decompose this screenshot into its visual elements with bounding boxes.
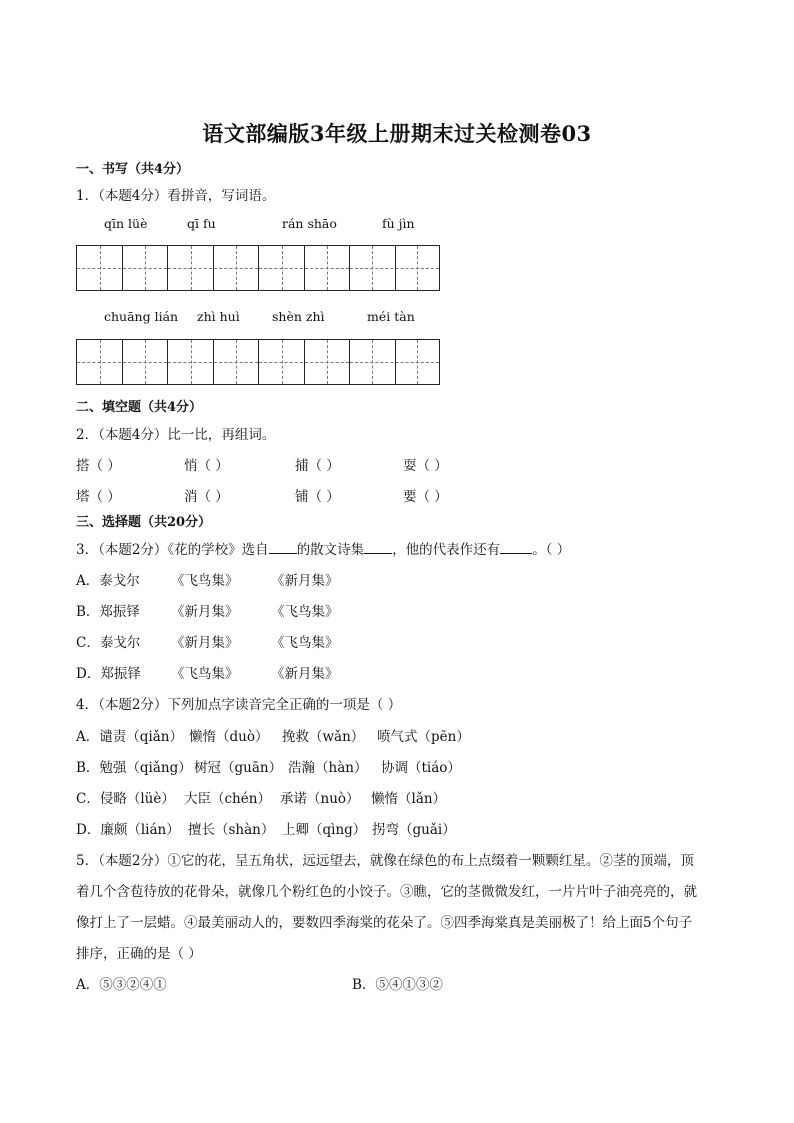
option-text: 懒惰（duò） bbox=[189, 729, 269, 745]
option-text: B．勉强（qiǎng） bbox=[76, 760, 192, 776]
question-3-stem-part: 。（ ） bbox=[532, 542, 571, 558]
pinyin-label: méi tàn bbox=[367, 309, 415, 324]
option-text: 上卿（qìng） bbox=[282, 822, 367, 838]
question-5-line: 像打上了一层蜡。④最美丽动人的，要数四季海棠的花朵了。⑤四季海棠真是美丽极了！给上面5个句子 bbox=[76, 915, 693, 931]
writing-grid-box[interactable] bbox=[167, 245, 258, 291]
question-3-stem bbox=[76, 538, 570, 558]
word-blank[interactable]: 铺（ ） bbox=[295, 489, 340, 505]
answer-blank[interactable] bbox=[269, 541, 297, 554]
option-text: 《新月集》 bbox=[271, 666, 339, 682]
option-text: A．谴责（qiǎn） bbox=[76, 729, 183, 745]
word-blank[interactable]: 塔（ ） bbox=[76, 489, 121, 505]
option-text: A．泰戈尔 bbox=[76, 573, 140, 589]
option-text: D．廉颇（lián） bbox=[76, 822, 180, 838]
pinyin-label: shèn zhì bbox=[272, 309, 325, 324]
question-4-stem: 4．（本题2分）下列加点字读音完全正确的一项是（ ） bbox=[76, 697, 402, 713]
option-text: 《新月集》 bbox=[171, 635, 239, 651]
word-blank[interactable]: 要（ ） bbox=[403, 489, 448, 505]
option-text: 浩瀚（hàn） bbox=[288, 760, 368, 776]
option-text: B．郑振铎 bbox=[76, 604, 140, 620]
pinyin-label: fù jìn bbox=[382, 216, 415, 231]
option-text: 《飞鸟集》 bbox=[271, 635, 339, 651]
writing-grid-row-2 bbox=[76, 339, 440, 385]
word-blank[interactable]: 耍（ ） bbox=[403, 458, 448, 474]
question-5-line: 着几个含苞待放的花骨朵，就像几个粉红色的小饺子。③瞧，它的茎微微发红，一片片叶子油亮亮的，就 bbox=[76, 884, 697, 900]
writing-grid-box[interactable] bbox=[349, 339, 440, 385]
question-5-option-b[interactable]: B．⑤④①③② bbox=[352, 977, 443, 993]
option-text: 《飞鸟集》 bbox=[271, 604, 339, 620]
option-text: C．泰戈尔 bbox=[76, 635, 141, 651]
section-heading-multiple-choice: 三、选择题（共20分） bbox=[76, 515, 212, 530]
option-text: 挽救（wǎn） bbox=[282, 729, 365, 745]
word-blank[interactable]: 消（ ） bbox=[184, 489, 229, 505]
pinyin-label: rán shāo bbox=[282, 216, 337, 231]
question-5-line: 排序，正确的是（ ） bbox=[76, 946, 202, 962]
writing-grid-box[interactable] bbox=[167, 339, 258, 385]
question-5-line: 5．（本题2分）①它的花，呈五角状，远远望去，就像在绿色的布上点缀着一颗颗红星。②茎的顶端，顶 bbox=[76, 853, 694, 869]
writing-grid-box[interactable] bbox=[258, 339, 349, 385]
pinyin-label: qīn lüè bbox=[104, 216, 148, 231]
option-text: C．侵略（lüè） bbox=[76, 791, 175, 807]
answer-blank[interactable] bbox=[500, 541, 532, 554]
option-text: 喷气式（pēn） bbox=[377, 729, 470, 745]
question-1-stem: 1．（本题4分）看拼音，写词语。 bbox=[76, 188, 276, 204]
option-text: 《飞鸟集》 bbox=[171, 666, 239, 682]
option-text: 《飞鸟集》 bbox=[171, 573, 239, 589]
option-text: 擅长（shàn） bbox=[188, 822, 275, 838]
option-text: 懒惰（lǎn） bbox=[371, 791, 447, 807]
option-text: 大臣（chén） bbox=[184, 791, 271, 807]
option-text: D．郑振铎 bbox=[76, 666, 141, 682]
question-3-stem-part: 3．（本题2分）《花的学校》选自 bbox=[76, 542, 269, 558]
question-3-stem-part: 的散文诗集 bbox=[296, 542, 365, 558]
question-3-stem-part: ，他的代表作还有 bbox=[392, 542, 501, 558]
writing-grid-box[interactable] bbox=[258, 245, 349, 291]
writing-grid-box[interactable] bbox=[76, 245, 167, 291]
question-2-stem: 2．（本题4分）比一比，再组词。 bbox=[76, 427, 276, 443]
writing-grid-box[interactable] bbox=[76, 339, 167, 385]
pinyin-label: qī fu bbox=[187, 216, 216, 231]
option-text: 《新月集》 bbox=[271, 573, 339, 589]
pinyin-row-1 bbox=[76, 216, 440, 234]
pinyin-label: zhì huì bbox=[197, 309, 240, 324]
page-title: 语文部编版3年级上册期末过关检测卷03 bbox=[202, 121, 592, 146]
question-5-option-a[interactable]: A．⑤③②④① bbox=[76, 977, 167, 993]
word-blank[interactable]: 捕（ ） bbox=[295, 458, 340, 474]
answer-blank[interactable] bbox=[364, 541, 392, 554]
pinyin-label: chuāng lián bbox=[104, 309, 179, 324]
option-text: 拐弯（guǎi） bbox=[372, 822, 456, 838]
option-text: 《新月集》 bbox=[171, 604, 239, 620]
option-text: 树冠（guān） bbox=[194, 760, 283, 776]
option-text: 承诺（nuò） bbox=[280, 791, 360, 807]
word-blank[interactable]: 搭（ ） bbox=[76, 458, 121, 474]
section-heading-fill-blank: 二、填空题（共4分） bbox=[76, 400, 203, 415]
word-blank[interactable]: 悄（ ） bbox=[184, 458, 229, 474]
writing-grid-box[interactable] bbox=[349, 245, 440, 291]
option-text: 协调（tiáo） bbox=[381, 760, 461, 776]
pinyin-row-2 bbox=[76, 309, 440, 327]
section-heading-writing: 一、书写（共4分） bbox=[76, 162, 190, 177]
writing-grid-row-1 bbox=[76, 245, 440, 291]
